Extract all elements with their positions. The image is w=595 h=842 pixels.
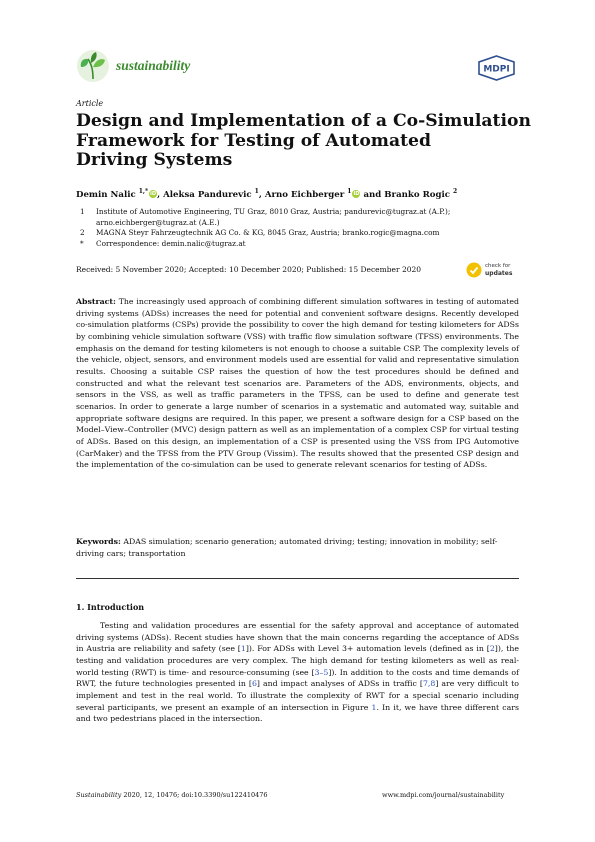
intro-text: ] and impact analyses of ADSs in traffic [: [256, 679, 423, 689]
affiliations: [76, 207, 450, 249]
intro-text: ]). In addition to the costs and time demands of RWT, the future technologies presented in [: [76, 667, 520, 689]
mdpi-logo-text: MDPI: [483, 64, 510, 75]
figure-link[interactable]: 1: [371, 702, 377, 712]
intro-text: ]), the testing and validation procedures are very complex. The high demand for testing kilometers as well as real-world testing (RWT) is time- and resource-consuming (see [: [76, 644, 519, 677]
keywords: [76, 536, 519, 559]
author-name: Branko Rogic: [384, 189, 450, 200]
publication-dates: Received: 5 November 2020; Accepted: 10 December 2020; Published: 15 December 2020: [76, 265, 422, 274]
footer-citation-text: 2020, 12, 10476; doi:10.3390/su122410476: [121, 791, 268, 799]
author-affil-sup: 1: [254, 188, 259, 195]
author-name: Aleksa Pandurevic: [163, 189, 252, 200]
affiliation-item: [76, 228, 450, 239]
affiliation-line: MAGNA Steyr Fahrzeugtechnik AG Co. & KG, 8045 Graz, Austria; branko.rogic@magna.com: [96, 228, 440, 238]
citation-link[interactable]: 3–5: [314, 667, 329, 677]
citation-link[interactable]: 1: [240, 644, 246, 654]
abstract-label: Abstract:: [76, 297, 116, 306]
affiliation-mark: *: [80, 238, 84, 248]
intro-text: . In it, we have three different cars and two pedestrians placed in the intersection.: [76, 702, 520, 724]
citation-link[interactable]: 6: [251, 679, 257, 689]
article-type: Article: [76, 99, 104, 108]
footer-url[interactable]: www.mdpi.com/journal/sustainability: [382, 791, 505, 799]
affiliation-line: arno.eichberger@tugraz.at (A.E.): [96, 217, 220, 227]
journal-name: sustainability: [116, 58, 191, 73]
abstract-text: The increasingly used approach of combining different simulation softwares in testing of automated driving systems (ADSs) increases the need for potential and convenient software designs. Recently developed co-simulation platforms (CSPs) provide the possibility to cover the high demand for testing kilometers for ADSs by combining vehicle simulation software (VSS) with traffic flow simulation software (TFSS) environments. The emphasis on the demand for testing kilometers is not enough to choose a suitable CSP. The complexity levels of the vehicle, object, sensors, and environment models used are essential for valid and representative simulation results. Choosing a suitable CSP raises the question of how the test procedures should be defined and constructed and what the relevant test scenarios are. Parameters of the ADS, environments, objects, and sensors in the VSS, as well as traffic parameters in the TFSS, can be used to define and generate test scenarios. In order to generate a large number of scenarios in a systematic and automated way, suitable and appropriate software designs are required. In this paper, we present a software design for a CSP based on the Model–View–Controller (MVC) design pattern as well as an implementation of a complex CSP for virtual testing of ADSs. Based on this design, an implementation of a CSP is presented using the VSS from IPG Automotive (CarMaker) and the TFSS from the PTV Group (Vissim). The results showed that the presented CSP design and the implementation of the co-simulation can be used to generate relevant scenarios for testing of ADSs.: [76, 297, 519, 470]
citation-link[interactable]: 2: [489, 644, 495, 654]
title-line: Driving Systems: [76, 150, 233, 170]
affiliation-mark: 1: [80, 207, 85, 216]
affiliation-line: Institute of Automotive Engineering, TU Graz, 8010 Graz, Austria; pandurevic@tugraz.at (A.P.);: [96, 207, 451, 216]
keywords-label: Keywords:: [76, 537, 121, 546]
affiliation-line: Correspondence: demin.nalic@tugraz.at: [96, 238, 246, 248]
author-affil-sup: 1,*: [138, 188, 149, 195]
footer-journal: Sustainability: [76, 791, 122, 799]
check-for-updates-badge[interactable]: [466, 260, 522, 280]
author-name: Demin Nalic: [76, 189, 136, 200]
section-divider: [76, 578, 519, 579]
check-updates-text: [485, 263, 512, 277]
check-updates-line1: check for: [485, 263, 511, 269]
sustainability-leaf-logo: [76, 49, 110, 83]
title-line: Framework for Testing of Automated: [76, 130, 432, 151]
citation-link[interactable]: 7,8: [422, 679, 436, 689]
article-title: [76, 111, 531, 171]
orcid-icon[interactable]: iD: [150, 191, 157, 198]
affiliation-item: [76, 239, 450, 250]
affiliation-item: [76, 207, 450, 228]
author-list: Demin Nalic $^{1,*}$ iD, Aleksa Pandurevic $^1$, Arno Eichberger $^1$ iD and Branko Rogic $^2$: [76, 188, 458, 200]
orcid-icon[interactable]: iD: [353, 191, 360, 198]
footer-citation: [76, 791, 268, 799]
affiliation-mark: 2: [80, 228, 85, 238]
intro-text: ]). For ADSs with Level 3+ automation levels (defined as in [: [245, 644, 490, 654]
check-updates-icon: [466, 262, 482, 278]
mdpi-logo: [476, 55, 517, 81]
intro-text: Testing and validation procedures are essential for the safety approval and acceptance of automated driving systems (ADSs). Recent studies have shown that the main concerns regarding the acceptance of ADSs in Austria are reliability and safety (see [: [76, 621, 519, 654]
introduction-paragraph: [76, 620, 519, 725]
section-heading: 1. Introduction: [76, 602, 145, 612]
keywords-text: ADAS simulation; scenario generation; automated driving; testing; innovation in mobility; self-driving cars; transportation: [76, 537, 498, 558]
intro-text: ] are very difficult to implement and test in the real world. To illustrate the complexity of RWT for a special scenario including several participants, we present an example of an intersection in Figure: [76, 679, 519, 712]
abstract: [76, 296, 519, 471]
author-name: Arno Eichberger: [264, 189, 345, 200]
author-affil-sup: 2: [452, 188, 458, 195]
title-line: Design and Implementation of a Co-Simulation: [76, 111, 531, 131]
check-updates-line2: updates: [485, 270, 513, 277]
author-affil-sup: 1: [347, 188, 352, 195]
